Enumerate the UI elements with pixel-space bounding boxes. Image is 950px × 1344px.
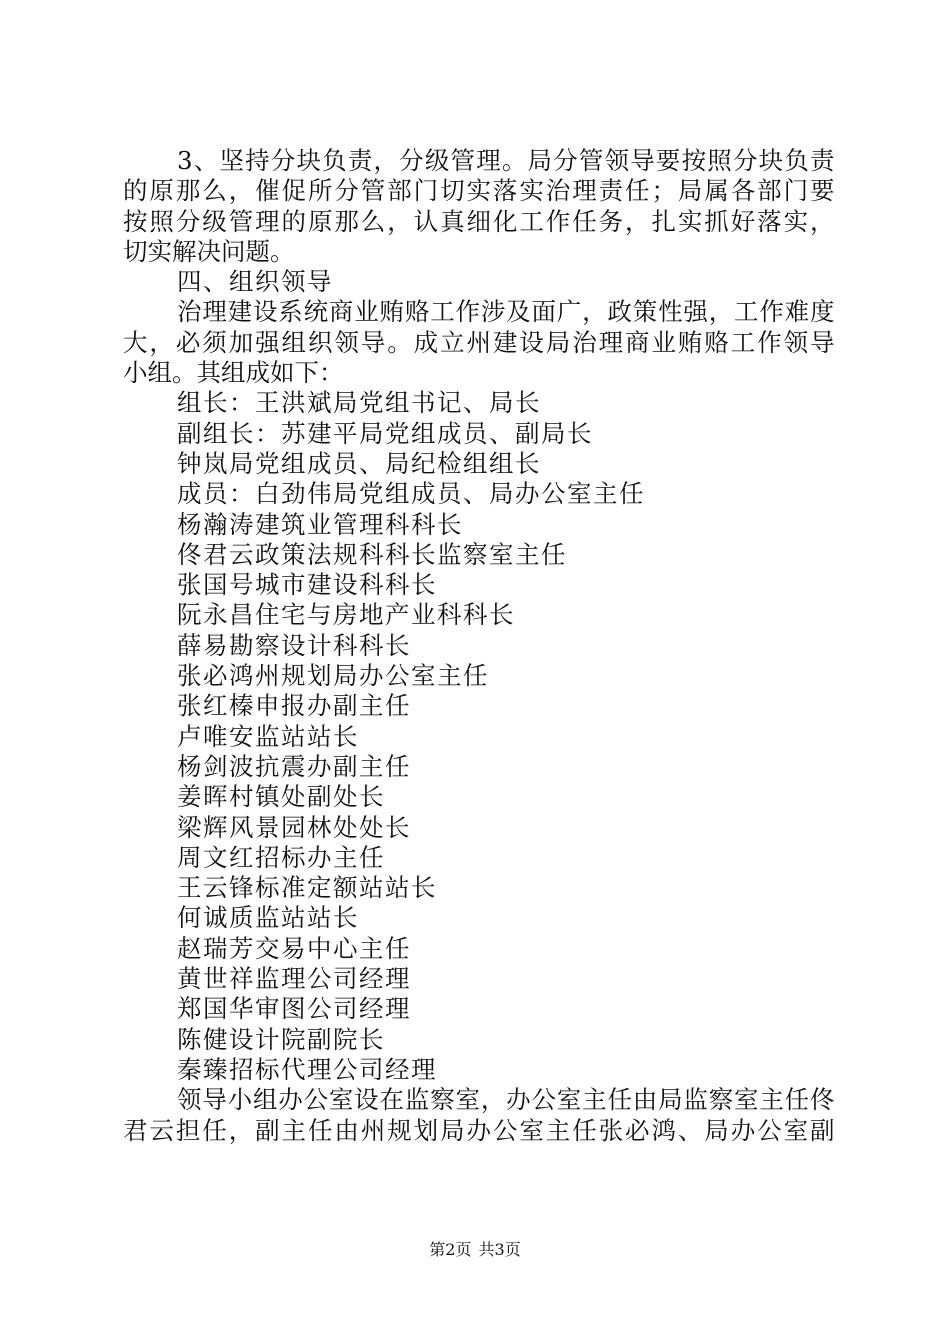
member-line: 组长：王洪斌局党组书记、局长 [177,388,541,418]
member-line: 秦臻招标代理公司经理 [177,1054,437,1084]
member-line: 佟君云政策法规科科长监察室主任 [177,539,567,569]
text-line: 四、组织领导 [177,267,333,297]
member-line: 杨瀚涛建筑业管理科科长 [177,509,463,539]
member-line: 赵瑞芳交易中心主任 [177,933,411,963]
member-line: 周文红招标办主任 [177,842,385,872]
text-line: 治理建设系统商业贿赂工作涉及面广，政策性强，工作难度 [177,297,835,327]
member-line: 梁辉风景园林处处长 [177,812,411,842]
text-line: 小组。其组成如下： [123,358,344,388]
member-line: 王云锋标准定额站站长 [177,873,437,903]
member-line: 成员：白劲伟局党组成员、局办公室主任 [177,479,645,509]
page-number: 第2页 [429,1240,472,1259]
member-line: 陈健设计院副院长 [177,1024,385,1054]
text-line: 领导小组办公室设在监察室，办公室主任由局监察室主任佟 [177,1085,835,1115]
page-footer [0,1240,950,1260]
text-line: 切实解决问题。 [123,236,295,266]
member-line: 卢唯安监站站长 [177,721,359,751]
member-line: 张国号城市建设科科长 [177,570,437,600]
text-line: 按照分级管理的原那么，认真细化工作任务，扎实抓好落实， [123,206,835,236]
member-line: 姜晖村镇处副处长 [177,782,385,812]
text-line: 3、坚持分块负责，分级管理。局分管领导要按照分块负责 [177,146,835,175]
member-line: 黄世祥监理公司经理 [177,964,411,994]
page-total: 共3页 [478,1240,521,1259]
document-body [123,146,835,1146]
paragraph-office [123,1085,835,1146]
member-list [123,388,835,1085]
paragraph-organization [123,297,835,388]
member-line: 郑国华审图公司经理 [177,994,411,1024]
member-line: 薛易勘察设计科科长 [177,630,411,660]
member-line: 杨剑波抗震办副主任 [177,751,411,781]
member-line: 何诚质监站站长 [177,903,359,933]
member-line: 张红榛申报办副主任 [177,691,411,721]
text-line: 君云担任，副主任由州规划局办公室主任张必鸿、局办公室副 [123,1115,835,1145]
section-heading [123,267,835,297]
member-line: 副组长：苏建平局党组成员、副局长 [177,418,593,448]
text-line: 大，必须加强组织领导。成立州建设局治理商业贿赂工作领导 [123,327,835,357]
member-line: 张必鸿州规划局办公室主任 [177,661,489,691]
text-line: 的原那么，催促所分管部门切实落实治理责任；局属各部门要 [123,176,835,206]
member-line: 阮永昌住宅与房地产业科科长 [177,600,515,630]
member-line: 钟岚局党组成员、局纪检组组长 [177,448,541,478]
paragraph-responsibility [123,146,835,267]
